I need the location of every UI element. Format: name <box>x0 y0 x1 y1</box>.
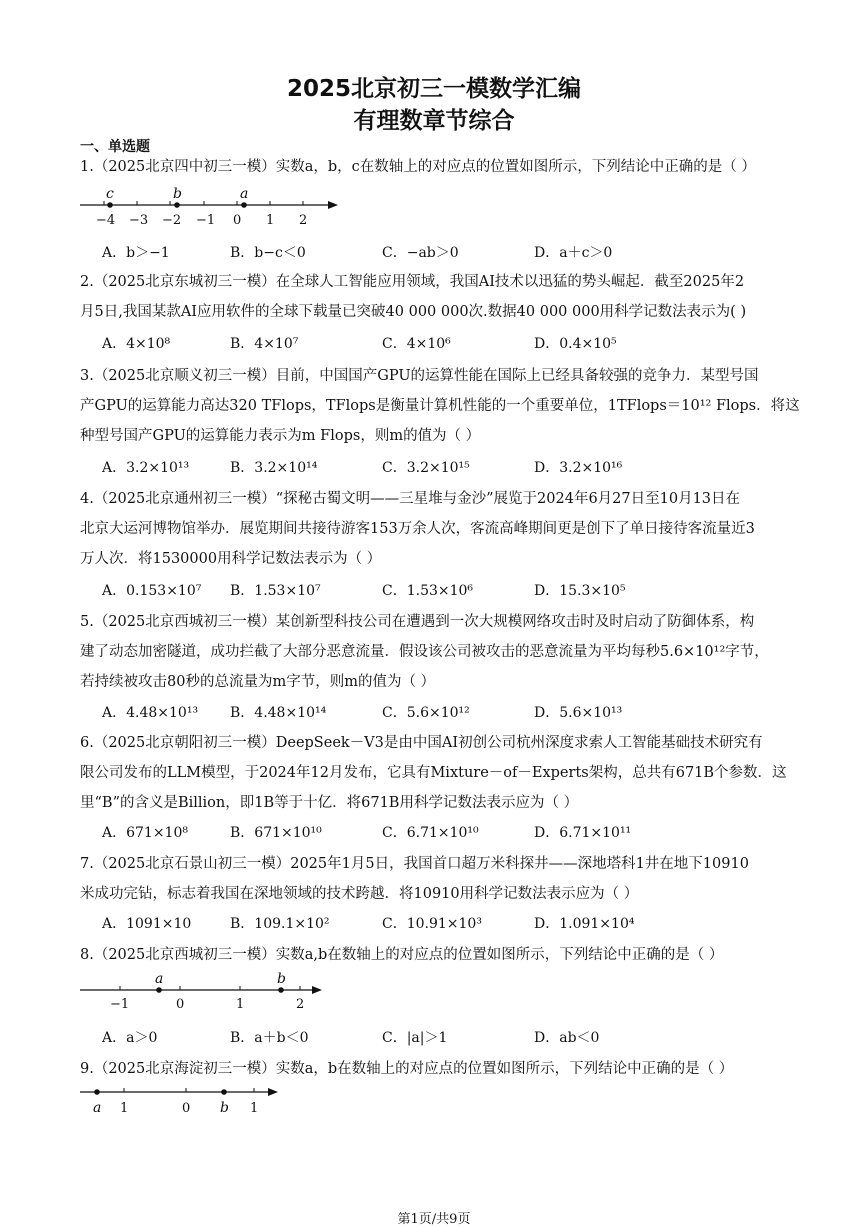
q1-tick-label: 0 <box>233 213 242 228</box>
q6-option-d[interactable]: D．6.71×10¹¹ <box>534 825 632 841</box>
q8-option-a[interactable]: A．a＞0 <box>102 1030 158 1046</box>
q3-option-b[interactable]: B．3.2×10¹⁴ <box>230 460 318 476</box>
page-title-line2: 有理数章节综合 <box>353 108 515 134</box>
q8-label-b: b <box>277 971 286 987</box>
q8-tick-label: −1 <box>110 997 130 1012</box>
q1-option-a[interactable]: A．b＞−1 <box>102 245 170 261</box>
q3-line3: 种型号国产GPU的运算能力表示为m Flops，则m的值为（ ） <box>80 428 481 444</box>
q1-number-line <box>76 185 346 231</box>
q1-option-b[interactable]: B．b−c＜0 <box>230 245 306 261</box>
q2-option-a[interactable]: A．4×10⁸ <box>102 336 171 352</box>
q7-line2: 米成功完钻，标志着我国在深地领域的技术跨越．将10910用科学记数法表示应为（ ） <box>80 886 639 902</box>
q1-tick-label: −3 <box>129 213 149 228</box>
q8-point-a <box>156 987 162 993</box>
q9-tick-label: 0 <box>182 1101 191 1116</box>
q5-line2: 建了动态加密隧道，成功拦截了大部分恶意流量．假设该公司被攻击的恶意流量为平均每秒5.6×10¹²字节， <box>80 644 769 660</box>
q2-line1: 2.（2025北京东城初三一模）在全球人工智能应用领域，我国AI技术以迅猛的势头崛起．截至2025年2 <box>80 274 745 290</box>
q5-option-d[interactable]: D．5.6×10¹³ <box>534 705 623 721</box>
q1-tick-label: 1 <box>266 213 275 228</box>
q8-line1: 8.（2025北京西城初三一模）实数a,b在数轴上的对应点的位置如图所示，下列结论中正确的是（ ） <box>80 947 724 963</box>
q9-label-a: a <box>93 1100 102 1116</box>
q8-tick-label: 2 <box>296 997 305 1012</box>
q5-option-b[interactable]: B．4.48×10¹⁴ <box>230 705 327 721</box>
q3-line1: 3.（2025北京顺义初三一模）目前，中国国产GPU的运算性能在国际上已经具备较强的竞争力．某型号国 <box>80 368 759 384</box>
q4-line2: 北京大运河博物馆举办．展览期间共接待游客153万余人次，客流高峰期间更是创下了单日接待客流量近3 <box>80 521 755 537</box>
q1-line1: 1.（2025北京四中初三一模）实数a，b，c在数轴上的对应点的位置如图所示，下列结论中正确的是（ ） <box>80 159 756 175</box>
q3-line2: 产GPU的运算能力高达320 TFlops，TFlops是衡量计算机性能的一个重要单位，1TFlops＝10¹² Flops．将这 <box>80 398 800 414</box>
q3-option-a[interactable]: A．3.2×10¹³ <box>102 460 190 476</box>
q6-line2: 限公司发布的LLM模型，于2024年12月发布，它具有Mixture－of－Experts架构，总共有671B个参数．这 <box>80 765 787 781</box>
q3-option-c[interactable]: C．3.2×10¹⁵ <box>382 460 470 476</box>
q1-label-a: a <box>240 186 249 202</box>
q6-line3: 里“B”的含义是Billion，即1B等于十亿．将671B用科学记数法表示应为（ ） <box>80 795 579 811</box>
q1-tick-label: −2 <box>162 213 182 228</box>
q1-label-b: b <box>173 186 182 202</box>
q1-option-d[interactable]: D．a＋c＞0 <box>534 245 613 261</box>
q1-point-b <box>174 202 180 208</box>
q7-option-a[interactable]: A．1091×10 <box>102 916 192 932</box>
q1-option-c[interactable]: C．−ab＞0 <box>382 245 459 261</box>
q4-line3: 万人次．将1530000用科学记数法表示为（ ） <box>80 551 382 567</box>
q1-tick-label: −1 <box>196 213 216 228</box>
q4-option-d[interactable]: D．15.3×10⁵ <box>534 583 626 599</box>
q8-option-d[interactable]: D．ab＜0 <box>534 1030 600 1046</box>
q5-option-a[interactable]: A．4.48×10¹³ <box>102 705 199 721</box>
q2-option-b[interactable]: B．4×10⁷ <box>230 336 299 352</box>
q8-point-b <box>278 987 284 993</box>
q9-number-line <box>76 1080 296 1120</box>
q5-line3: 若持续被攻击80秒的总流量为m字节，则m的值为（ ） <box>80 674 436 690</box>
q1-tick-label: 2 <box>299 213 308 228</box>
section-heading: 一、单选题 <box>80 139 150 155</box>
q2-option-c[interactable]: C．4×10⁶ <box>382 336 451 352</box>
q6-option-b[interactable]: B．671×10¹⁰ <box>230 825 322 841</box>
q1-point-c <box>107 202 113 208</box>
q9-point-b <box>221 1089 227 1095</box>
q7-option-d[interactable]: D．1.091×10⁴ <box>534 916 635 932</box>
q8-label-a: a <box>155 971 164 987</box>
q7-option-b[interactable]: B．109.1×10² <box>230 916 330 932</box>
q8-option-c[interactable]: C．|a|＞1 <box>382 1030 448 1046</box>
q1-label-c: c <box>106 186 114 202</box>
q4-option-c[interactable]: C．1.53×10⁶ <box>382 583 474 599</box>
q1-tick-label: −4 <box>96 213 116 228</box>
q7-option-c[interactable]: C．10.91×10³ <box>382 916 482 932</box>
q2-option-d[interactable]: D．0.4×10⁵ <box>534 336 617 352</box>
q9-tick-label: 1 <box>250 1101 259 1116</box>
q8-tick-label: 1 <box>236 997 245 1012</box>
q4-option-a[interactable]: A．0.153×10⁷ <box>102 583 202 599</box>
q6-option-c[interactable]: C．6.71×10¹⁰ <box>382 825 479 841</box>
q1-point-a <box>241 202 247 208</box>
q2-line2: 月5日,我国某款AI应用软件的全球下载量已突破40 000 000次.数据40 000 000用科学记数法表示为( ) <box>80 304 747 320</box>
q8-option-b[interactable]: B．a＋b＜0 <box>230 1030 309 1046</box>
q5-option-c[interactable]: C．5.6×10¹² <box>382 705 470 721</box>
q5-line1: 5.（2025北京西城初三一模）某创新型科技公司在遭遇到一次大规模网络攻击时及时启动了防御体系，构 <box>80 614 755 630</box>
q6-option-a[interactable]: A．671×10⁸ <box>102 825 188 841</box>
q7-line1: 7.（2025北京石景山初三一模）2025年1月5日，我国首口超万米科探井——深地塔科1井在地下10910 <box>80 856 749 872</box>
q9-tick-label: 1 <box>120 1101 129 1116</box>
q9-label-b: b <box>220 1100 229 1116</box>
q9-line1: 9.（2025北京海淀初三一模）实数a，b在数轴上的对应点的位置如图所示，下列结论中正确的是（ ） <box>80 1061 734 1077</box>
page-footer: 第1页/共9页 <box>397 1212 471 1227</box>
q8-tick-label: 0 <box>176 997 185 1012</box>
q3-option-d[interactable]: D．3.2×10¹⁶ <box>534 460 623 476</box>
q4-line1: 4.（2025北京通州初三一模）“探秘古蜀文明——三星堆与金沙”展览于2024年6月27日至10月13日在 <box>80 491 741 507</box>
q8-number-line <box>76 968 336 1012</box>
q9-point-a <box>94 1089 100 1095</box>
q6-line1: 6.（2025北京朝阳初三一模）DeepSeek－V3是由中国AI初创公司杭州深度求索人工智能基础技术研究有 <box>80 735 763 751</box>
page-title-line1: 2025北京初三一模数学汇编 <box>286 76 581 102</box>
q4-option-b[interactable]: B．1.53×10⁷ <box>230 583 321 599</box>
